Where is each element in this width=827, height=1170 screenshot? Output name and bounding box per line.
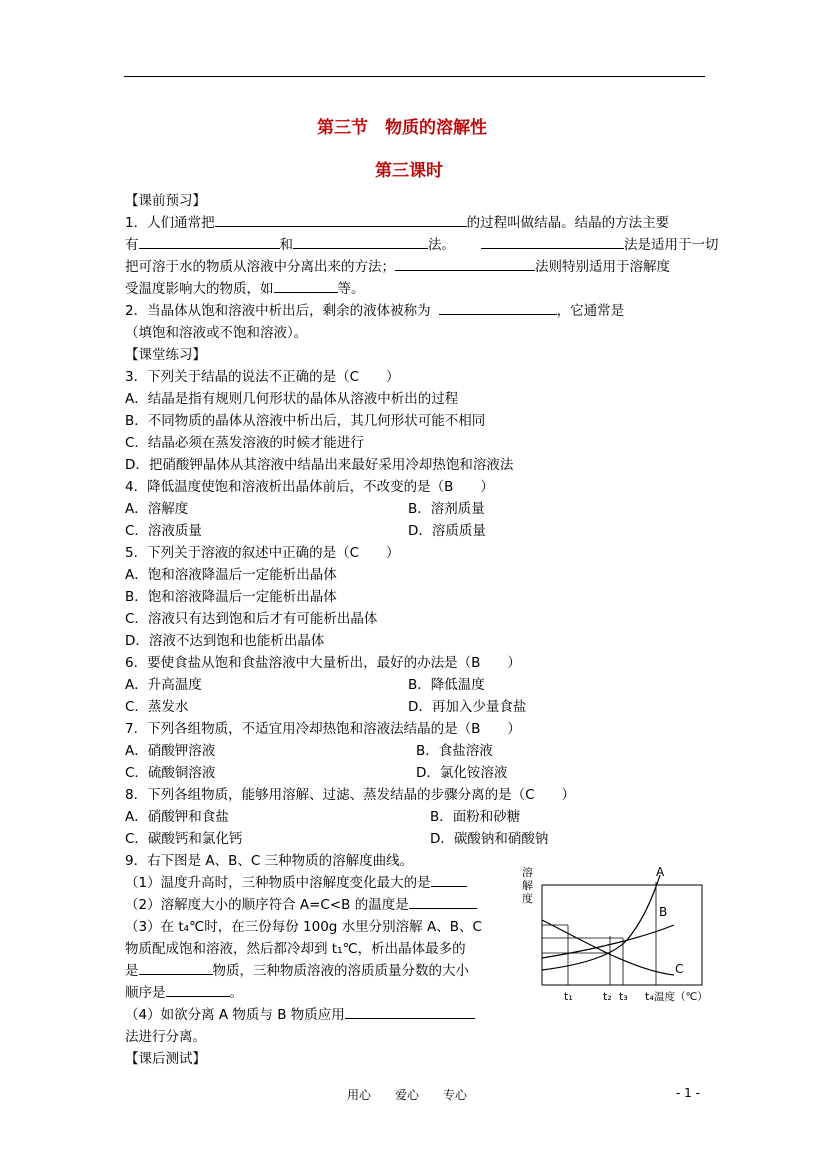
section-test: 【课后测试】 bbox=[125, 1051, 206, 1067]
q9-part2: （2）溶解度大小的顺序符合 A=C<B 的温度是 bbox=[125, 893, 477, 913]
q9-part4-line1: （4）如欲分离 A 物质与 B 物质应用 bbox=[125, 1003, 475, 1023]
q5-option-b: B．饱和溶液降温后一定能析出晶体 bbox=[125, 589, 337, 605]
y-axis-label-1: 溶 bbox=[522, 866, 533, 879]
page-number: - 1 - bbox=[676, 1086, 700, 1100]
q1-line1: 1．人们通常把 的过程叫做结晶。结晶的方法主要 bbox=[125, 211, 669, 231]
q3-stem: 3．下列关于结晶的说法不正确的是（C ） bbox=[125, 369, 400, 385]
q5-option-a: A．饱和溶液降温后一定能析出晶体 bbox=[125, 567, 337, 583]
q4-stem: 4．降低温度使饱和溶液析出晶体前后，不改变的是（B ） bbox=[125, 479, 494, 495]
q6-option-c: C．蒸发水 bbox=[125, 699, 189, 715]
q1-line3: 把可溶于水的物质从溶液中分离出来的方法； 法则特别适用于溶解度 bbox=[125, 255, 670, 275]
q7-stem: 7．下列各组物质，不适宜用冷却热饱和溶液法结晶的是（B ） bbox=[125, 721, 521, 737]
q4-option-c: C．溶液质量 bbox=[125, 523, 202, 539]
q6-option-a: A．升高温度 bbox=[125, 677, 202, 693]
y-axis-label-3: 度 bbox=[522, 892, 533, 905]
q7-option-a: A．硝酸钾溶液 bbox=[125, 743, 216, 759]
footer-motto: 用心 爱心 专心 bbox=[347, 1088, 468, 1102]
page-subtitle: 第三课时 bbox=[375, 161, 443, 181]
q9-part3-line1: （3）在 t₄℃时，在三份每份 100g 水里分别溶解 A、B、C bbox=[125, 919, 482, 935]
q2-line1: 2．当晶体从饱和溶液中析出后，剩余的液体被称为 ，它通常是 bbox=[125, 299, 624, 319]
q4-option-d: D．溶质质量 bbox=[408, 523, 486, 539]
q9-stem: 9．右下图是 A、B、C 三种物质的溶解度曲线。 bbox=[125, 853, 414, 869]
q3-option-d: D．把硝酸钾晶体从其溶液中结晶出来最好采用冷却热饱和溶液法 bbox=[125, 457, 514, 473]
q8-option-d: D．碳酸钠和硝酸钠 bbox=[430, 831, 549, 847]
q1-line4: 受温度影响大的物质，如 等。 bbox=[125, 277, 365, 297]
q4-option-b: B．溶剂质量 bbox=[408, 501, 485, 517]
q6-option-d: D．再加入少量食盐 bbox=[408, 699, 527, 715]
q7-option-d: D．氯化铵溶液 bbox=[416, 765, 508, 781]
q7-option-c: C．硫酸铜溶液 bbox=[125, 765, 216, 781]
q6-option-b: B．降低温度 bbox=[408, 677, 485, 693]
solubility-graph bbox=[512, 860, 712, 1010]
section-preview: 【课前预习】 bbox=[125, 193, 206, 209]
q8-option-c: C．碳酸钙和氯化钙 bbox=[125, 831, 243, 847]
section-practice: 【课堂练习】 bbox=[125, 347, 206, 363]
q6-stem: 6．要使食盐从饱和食盐溶液中大量析出，最好的办法是（B ） bbox=[125, 655, 521, 671]
tick-t4: t₄ bbox=[645, 990, 654, 1003]
q9-part3-line3: 是 物质，三种物质溶液的溶质质量分数的大小 bbox=[125, 959, 469, 979]
q5-option-c: C．溶液只有达到饱和后才有可能析出晶体 bbox=[125, 611, 378, 627]
q3-option-b: B．不同物质的晶体从溶液中析出后，其几何形状可能不相同 bbox=[125, 413, 486, 429]
q9-part4-line2: 法进行分离。 bbox=[125, 1029, 206, 1045]
curve-label-a: A bbox=[656, 865, 665, 879]
q9-part1: （1）温度升高时，三种物质中溶解度变化最大的是 bbox=[125, 871, 467, 891]
q2-line2: （填饱和溶液或不饱和溶液）。 bbox=[125, 325, 308, 341]
q8-option-b: B．面粉和砂糖 bbox=[430, 809, 521, 825]
q4-option-a: A．溶解度 bbox=[125, 501, 189, 517]
q9-part3-line4: 顺序是 。 bbox=[125, 981, 243, 1001]
q8-option-a: A．硝酸钾和食盐 bbox=[125, 809, 229, 825]
curve-a bbox=[542, 875, 660, 970]
y-axis-label-2: 解 bbox=[522, 879, 533, 892]
tick-t1: t₁ bbox=[564, 990, 573, 1003]
header-rule bbox=[124, 76, 705, 77]
tick-t3: t₃ bbox=[619, 990, 628, 1003]
x-axis-label: 温度（℃） bbox=[654, 991, 708, 1003]
q3-option-c: C．结晶必须在蒸发溶液的时候才能进行 bbox=[125, 435, 364, 451]
q9-part3-line2: 物质配成饱和溶液，然后都冷却到 t₁℃，析出晶体最多的 bbox=[125, 941, 466, 957]
q8-stem: 8．下列各组物质，能够用溶解、过滤、蒸发结晶的步骤分离的是（C ） bbox=[125, 787, 576, 803]
q5-option-d: D．溶液不达到饱和也能析出晶体 bbox=[125, 633, 325, 649]
q5-stem: 5．下列关于溶液的叙述中正确的是（C ） bbox=[125, 545, 400, 561]
curve-label-b: B bbox=[659, 905, 668, 919]
q7-option-b: B．食盐溶液 bbox=[416, 743, 493, 759]
curve-label-c: C bbox=[675, 962, 684, 976]
q3-option-a: A．结晶是指有规则几何形状的晶体从溶液中析出的过程 bbox=[125, 391, 459, 407]
tick-t2: t₂ bbox=[603, 990, 612, 1003]
page-title: 第三节 物质的溶解性 bbox=[317, 118, 487, 138]
q1-line2: 有 和 法。 法是适用于一切 bbox=[125, 233, 719, 253]
